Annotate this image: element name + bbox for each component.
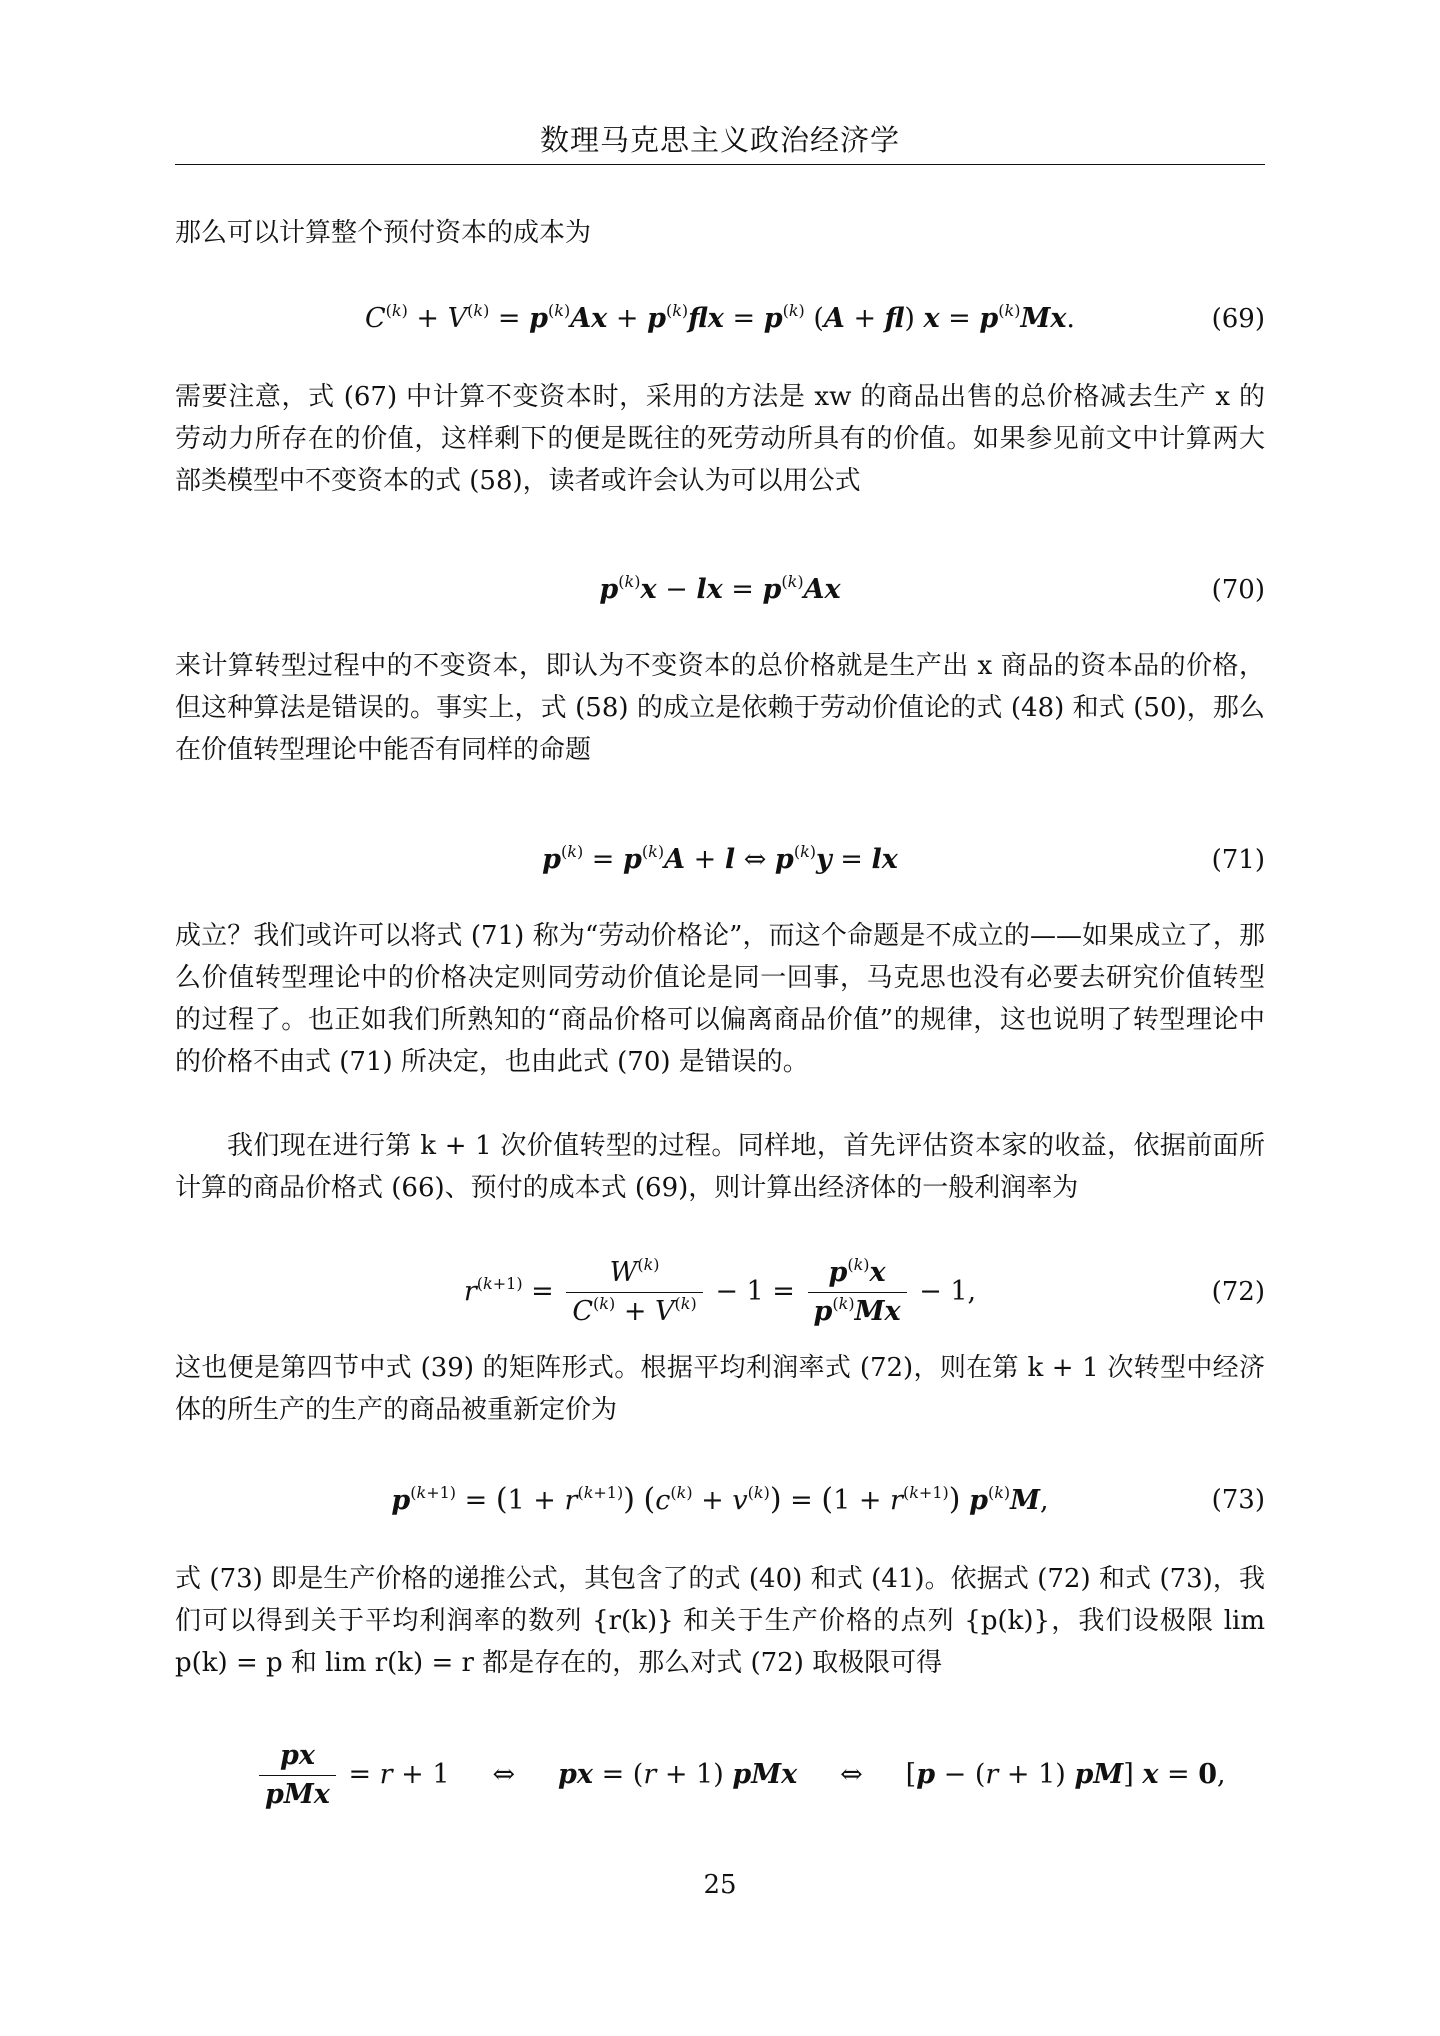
- equation-70-body: $p^{(k)}x$ − lx = $p^{(k)}Ax$: [599, 572, 841, 605]
- equation-69: [175, 289, 1265, 349]
- equation-69-body: $C^{(k)} + V^{(k)} = p^{(k)}Ax + p^{(k)}flx = p^{(k)}$ (A + fl) $x = p^{(k)}Mx$.: [364, 301, 1076, 334]
- equation-73-body: $p^{(k+1)} = (1 + r^{(k+1)}) (c^{(k)} + v^{(k)}) = (1 + r^{(k+1)})$ $p^{(k)}M$,: [391, 1482, 1049, 1517]
- equation-72-number: (72): [1211, 1277, 1265, 1307]
- paragraph-7: 式 (73) 即是生产价格的递推公式，其包含了的式 (40) 和式 (41)。依据式 (72) 和式 (73)，我们可以得到关于平均利润率的数列 {r(k)} 和关于生产价格的点列 {p(k)}，我们设极限 lim p(k) = p 和 lim r(k) = r 都是存在的，那么对式 (72) 取极限可得: [175, 1564, 1265, 1678]
- paragraph-4: 成立？我们或许可以将式 (71) 称为“劳动价格论”，而这个命题是不成立的——如果成立了，那么价值转型理论中的价格决定则同劳动价值论是同一回事，马克思也没有必要去研究价值转型的过程了。也正如我们所熟知的“商品价格可以偏离商品价值”的规律，这也说明了转型理论中的价格不由式 (71) 所决定，也由此式 (70) 是错误的。: [175, 921, 1265, 1077]
- equation-73: [175, 1470, 1265, 1530]
- equation-limit: [175, 1735, 1265, 1815]
- paragraph-5: 我们现在进行第 k + 1 次价值转型的过程。同样地，首先评估资本家的收益，依据前面所计算的商品价格式 (66)、预付的成本式 (69)，则计算出经济体的一般利润率为: [175, 1131, 1265, 1203]
- paragraph-1: 那么可以计算整个预付资本的成本为: [175, 218, 592, 248]
- equation-71: [175, 830, 1265, 890]
- header-rule: [175, 164, 1265, 165]
- running-header: 数理马克思主义政治经济学: [539, 123, 900, 157]
- equation-69-number: (69): [1211, 304, 1265, 334]
- page-number: 25: [703, 1870, 737, 1900]
- paragraph-3: 来计算转型过程中的不变资本，即认为不变资本的总价格就是生产出 x 商品的资本品的价格，但这种算法是错误的。事实上，式 (58) 的成立是依赖于劳动价值论的式 (48) 和式 (50)，那么在价值转型理论中能否有同样的命题: [175, 651, 1266, 765]
- paragraph-2: 需要注意，式 (67) 中计算不变资本时，采用的方法是 xw 的商品出售的总价格减去生产 x 的劳动力所存在的价值，这样剩下的便是既往的死劳动所具有的价值。如果参见前文中计算两大部类模型中不变资本的式 (58)，读者或许会认为可以用公式: [175, 382, 1265, 496]
- paragraph-6: 这也便是第四节中式 (39) 的矩阵形式。根据平均利润率式 (72)，则在第 k + 1 次转型中经济体的所生产的生产的商品被重新定价为: [175, 1353, 1265, 1425]
- equation-71-number: (71): [1211, 845, 1265, 875]
- equation-limit-body: $\frac{px}{\text{pMx}}$ = r + 1 ⇔ px = (r + 1) pMx ⇔ [p − (r + 1) pM] x = 0,: [255, 1735, 1265, 1815]
- equation-73-number: (73): [1211, 1485, 1265, 1515]
- equation-70: [175, 560, 1265, 620]
- equation-71-body: $p^{(k)} = p^{(k)}A + l$ ⇔ $p^{(k)}y$ = lx: [542, 842, 898, 875]
- equation-72: [175, 1253, 1265, 1331]
- equation-72-body: $r^{(k+1)}$ = $\frac{W^{(k)}}{C^{(k)} + V^{(k)}}$ − 1 = $\frac{p^{(k)}x}{p^{(k)}Mx}$ − 1,: [463, 1255, 977, 1327]
- equation-70-number: (70): [1211, 575, 1265, 605]
